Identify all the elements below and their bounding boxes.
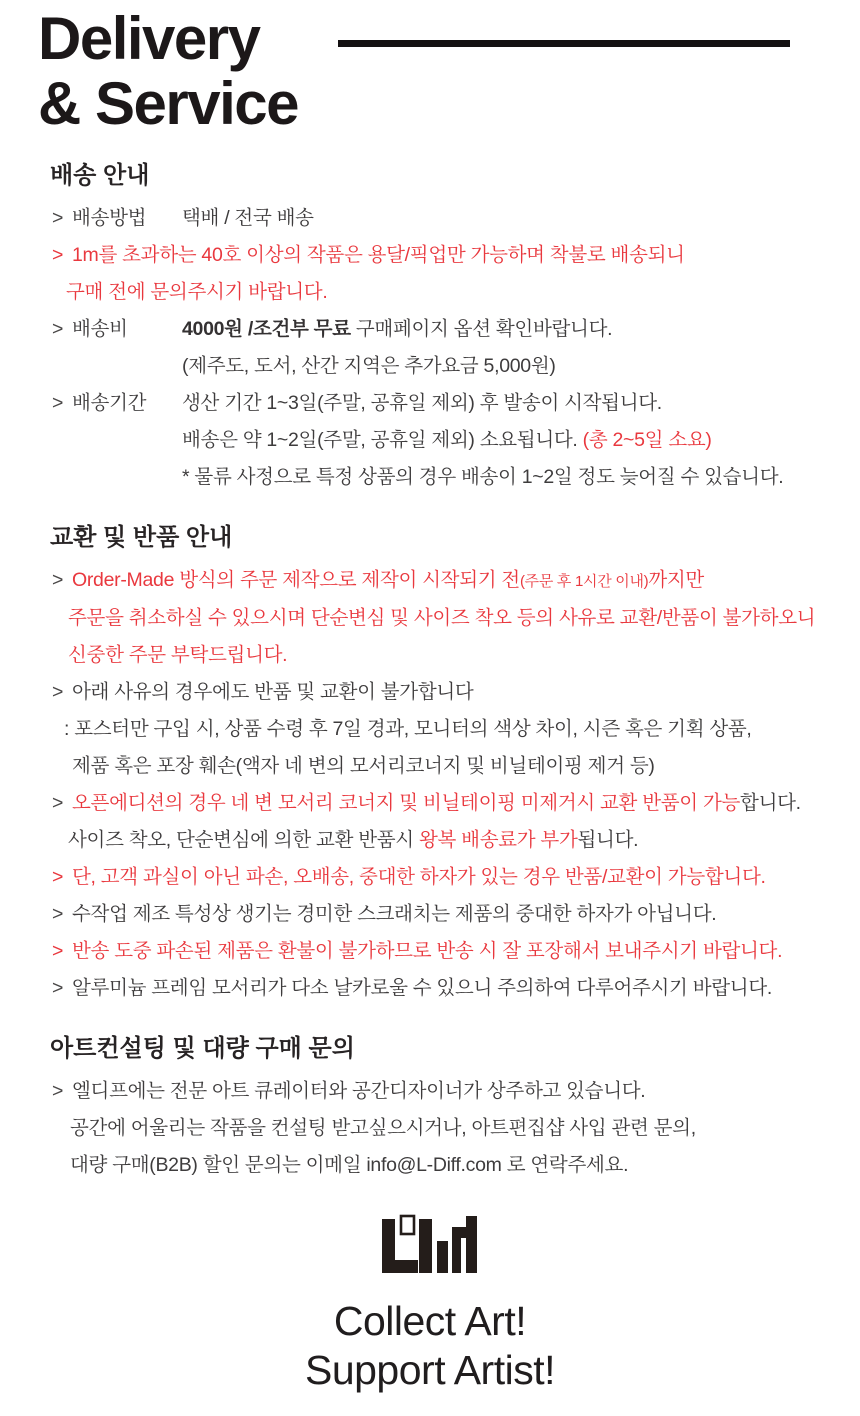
open-edition-red: 오픈에디션의 경우 네 변 모서리 코너지 및 비닐테이핑 미제거시 교환 반품이 가능 bbox=[72, 792, 741, 814]
delivery-rows bbox=[50, 200, 830, 496]
bullet-marker: > bbox=[52, 1080, 64, 1102]
delivery-fee-row bbox=[50, 311, 830, 348]
oversize-notice-line1: 1m를 초과하는 40호 이상의 작품은 용달/픽업만 가능하며 착불로 배송되니 bbox=[72, 244, 685, 266]
page-title-line2: & Service bbox=[38, 70, 299, 137]
delivery-fee-surcharge: (제주도, 도서, 산간 지역은 추가요금 5,000원) bbox=[182, 355, 556, 377]
consulting-line2: 공간에 어울리는 작품을 컨설팅 받고싶으시거나, 아트편집샵 사입 관련 문의, bbox=[70, 1117, 696, 1139]
damage-return-text: 단, 고객 과실이 아닌 파손, 오배송, 중대한 하자가 있는 경우 반품/교환이 가능합니다. bbox=[72, 866, 766, 888]
open-edition-black: 합니다. bbox=[740, 792, 801, 814]
consulting-row3 bbox=[50, 1147, 830, 1184]
delivery-fee-amount: 4000원 /조건부 무료 bbox=[182, 318, 351, 340]
exchange-rows bbox=[50, 562, 830, 1007]
consulting-contact-line: 대량 구매(B2B) 할인 문의는 이메일 info@L-Diff.com 로 연락주세요. bbox=[70, 1154, 629, 1176]
order-made-row3 bbox=[50, 637, 830, 674]
bullet-marker: > bbox=[52, 792, 64, 814]
delivery-heading: 배송 안내 bbox=[50, 162, 150, 189]
order-made-line2: 주문을 취소하실 수 있으시며 단순변심 및 사이즈 착오 등의 사유로 교환/반품이 불가하오니 bbox=[68, 607, 816, 629]
delivery-period-row2 bbox=[50, 422, 830, 459]
slogan bbox=[0, 1297, 860, 1395]
bullet-marker: > bbox=[52, 569, 64, 591]
delivery-fee-sub-row bbox=[50, 348, 830, 385]
no-return-line1: 아래 사유의 경우에도 반품 및 교환이 불가합니다 bbox=[72, 681, 474, 703]
open-edition-line2-black2: 됩니다. bbox=[577, 829, 639, 851]
delivery-period-line2 bbox=[50, 422, 712, 459]
open-edition-line2 bbox=[50, 822, 830, 859]
consulting-staff-text: 엘디프에는 전문 아트 큐레이터와 공간디자이너가 상주하고 있습니다. bbox=[72, 1080, 646, 1102]
delivery-period-line1: 생산 기간 1~3일(주말, 공휴일 제외) 후 발송이 시작됩니다. bbox=[182, 392, 662, 414]
slogan-line2: Support Artist! bbox=[304, 1347, 555, 1393]
bullet-marker: > bbox=[52, 940, 64, 962]
title-horizontal-rule bbox=[338, 40, 790, 47]
delivery-method-value: 택배 / 전국 배송 bbox=[182, 207, 314, 229]
order-made-line1 bbox=[72, 562, 830, 600]
bullet-marker: > bbox=[52, 207, 64, 229]
oversize-notice-row2 bbox=[50, 274, 830, 311]
section-exchange-return bbox=[0, 522, 860, 1007]
page-title-block bbox=[0, 0, 860, 136]
exchange-heading: 교환 및 반품 안내 bbox=[50, 524, 233, 551]
no-return-line2: : 포스터만 구입 시, 상품 수령 후 7일 경과, 모니터의 색상 차이, 시즌 혹은 기획 상품, bbox=[64, 718, 752, 740]
bullet-marker: > bbox=[52, 681, 64, 703]
consulting-rows bbox=[50, 1073, 830, 1184]
open-edition-line2-red: 왕복 배송료가 부가 bbox=[418, 829, 578, 851]
consulting-row2 bbox=[50, 1110, 830, 1147]
open-edition-row bbox=[50, 785, 830, 822]
no-return-line3: 제품 혹은 포장 훼손(액자 네 변의 모서리코너지 및 비닐테이핑 제거 등) bbox=[72, 755, 655, 777]
delivery-method-label: 배송방법 bbox=[72, 207, 147, 229]
delivery-period-label: 배송기간 bbox=[72, 392, 147, 414]
slogan-line1: Collect Art! bbox=[333, 1298, 527, 1344]
return-shipping-text: 반송 도중 파손된 제품은 환불이 불가하므로 반송 시 잘 포장해서 보내주시기 바랍니다. bbox=[72, 940, 783, 962]
aluminum-frame-row bbox=[50, 970, 830, 1007]
open-edition-line1 bbox=[72, 785, 830, 822]
delivery-period-line2-black: 배송은 약 1~2일(주말, 공휴일 제외) 소요됩니다. bbox=[182, 429, 583, 451]
bullet-marker: > bbox=[52, 903, 64, 925]
bullet-marker: > bbox=[52, 977, 64, 999]
delivery-fee-label: 배송비 bbox=[72, 318, 128, 340]
section-art-consulting bbox=[0, 1033, 860, 1184]
delivery-period-row bbox=[50, 385, 830, 422]
damage-return-row bbox=[50, 859, 830, 896]
return-shipping-row bbox=[50, 933, 830, 970]
order-made-row2 bbox=[50, 600, 830, 637]
open-edition-line2-black1: 사이즈 착오, 단순변심에 의한 교환 반품시 bbox=[68, 829, 419, 851]
scratch-notice-row bbox=[50, 896, 830, 933]
l-diff-logo bbox=[382, 1214, 478, 1276]
delivery-period-row3 bbox=[50, 459, 830, 496]
aluminum-frame-text: 알루미늄 프레임 모서리가 다소 날카로울 수 있으니 주의하여 다루어주시기 바랍니다. bbox=[72, 977, 772, 999]
bullet-marker: > bbox=[52, 866, 64, 888]
page-title-line1: Delivery bbox=[38, 5, 260, 72]
order-made-row bbox=[50, 562, 830, 600]
order-made-small-note: (주문 후 1시간 이내) bbox=[519, 573, 649, 590]
order-made-red1: Order-Made 방식의 주문 제작으로 제작이 시작되기 전 bbox=[72, 569, 520, 591]
no-return-row bbox=[50, 674, 830, 711]
bullet-marker: > bbox=[52, 392, 64, 414]
section-delivery-info bbox=[0, 160, 860, 496]
order-made-line3: 신중한 주문 부탁드립니다. bbox=[68, 644, 288, 666]
open-edition-row2 bbox=[50, 822, 830, 859]
order-made-red2: 까지만 bbox=[648, 569, 704, 591]
bullet-marker: > bbox=[52, 244, 64, 266]
consulting-staff-row bbox=[50, 1073, 830, 1110]
delivery-period-line2-red: (총 2~5일 소요) bbox=[582, 429, 712, 451]
footer bbox=[0, 1214, 860, 1395]
scratch-notice-text: 수작업 제조 특성상 생기는 경미한 스크래치는 제품의 중대한 하자가 아닙니다. bbox=[72, 903, 717, 925]
oversize-notice-line2: 구매 전에 문의주시기 바랍니다. bbox=[66, 281, 328, 303]
no-return-row2 bbox=[50, 711, 830, 748]
no-return-row3 bbox=[50, 748, 830, 785]
consulting-heading: 아트컨설팅 및 대량 구매 문의 bbox=[50, 1035, 355, 1062]
bullet-marker: > bbox=[52, 318, 64, 340]
delivery-fee-value bbox=[182, 311, 830, 348]
oversize-notice-row bbox=[50, 237, 830, 274]
delivery-method-row bbox=[50, 200, 830, 237]
delivery-fee-note: 구매페이지 옵션 확인바랍니다. bbox=[350, 318, 613, 340]
delivery-period-line3: * 물류 사정으로 특정 상품의 경우 배송이 1~2일 정도 늦어질 수 있습니다. bbox=[182, 466, 784, 488]
